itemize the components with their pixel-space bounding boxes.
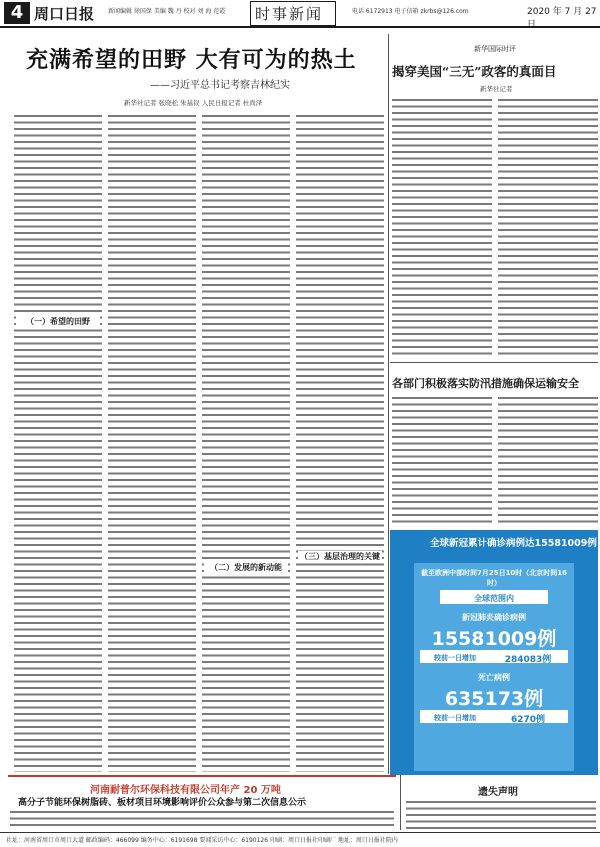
covid-confirmed-value: 15581009例 [431,628,557,650]
lead-subhead-3: （三）基层治理的关键 [300,552,380,561]
covid-subtitle: 截至欧洲中部时间7月25日10时（北京时间16时） [420,569,568,587]
editor-info: 新闻编辑 徐国保 美编 魏 丹 校对 刘 海 范霞 [108,8,226,15]
lead-text-column-1 [14,112,102,772]
lead-subhead-1: （一）希望的田野 [16,316,100,328]
covid-death-daily-label: 较前一日增加 [434,714,476,722]
right-story-headline: 揭穿美国“三无”政客的真面目 [392,64,557,79]
covid-death-value: 635173例 [444,688,544,710]
section-title: 时事新闻 [255,5,324,23]
right-text-column-1 [392,96,492,358]
covid-infographic-title: 全球新冠累计确诊病例达15581009例 [430,538,597,549]
ad-body-text [10,808,394,830]
lead-subheadline: ——习近平总书记考察吉林纪实 [150,80,290,91]
paper-logo: 周口日报 [34,5,95,23]
page-number: 4 [4,2,30,24]
lost-notice-body [406,798,596,830]
lead-headline: 充满希望的田野 大有可为的热土 [26,47,357,73]
covid-confirmed-daily-value: 284083例 [504,655,552,665]
notice-divider [400,775,401,830]
covid-death-label: 死亡病例 [478,673,510,682]
contact-info: 电话 6172913 电子信箱 zkrbs@126.com [352,8,469,15]
second-right-text-column-1 [392,394,492,526]
lost-notice-title: 遗失声明 [478,787,518,798]
footer-text: 社址：河南省周口市周口大道 邮政编码：466099 编务中心：6191698 要闻采访中心：6190126 印刷：周口日报社印刷厂 地址：周口日报社院内 [6,837,398,844]
right-story-separator [390,362,598,363]
lead-subhead-2: （二）发展的新动能 [204,562,288,574]
ad-title: 河南耐普尔环保科技有限公司年产 20 万吨 [90,785,281,796]
covid-confirmed-label: 新冠肺炎确诊病例 [462,613,526,622]
second-right-text-column-2 [498,394,598,526]
issue-date: 2020 年 7 月 27 日 [527,7,597,30]
covid-confirmed-daily-label: 较前一日增加 [434,654,476,662]
covid-section-label: 全球范围内 [474,594,514,603]
covid-death-daily-value: 6270例 [510,715,546,725]
lead-text-column-3 [202,112,290,772]
ad-subtitle: 高分子节能环保树脂砖、板材项目环境影响评价公众参与第二次信息公示 [18,798,307,808]
column-divider [388,34,389,774]
right-story-kicker: 新华国际时评 [474,45,516,53]
right-story-author: 新华社记者 [480,85,513,93]
lead-text-column-2 [108,112,196,772]
lead-text-column-4 [296,112,384,772]
lead-byline: 新华社记者 张晓松 朱基钗 人民日报记者 杜尚泽 [124,99,263,107]
second-right-headline: 各部门积极落实防汛措施确保运输安全 [392,377,579,390]
right-text-column-2 [498,96,598,358]
